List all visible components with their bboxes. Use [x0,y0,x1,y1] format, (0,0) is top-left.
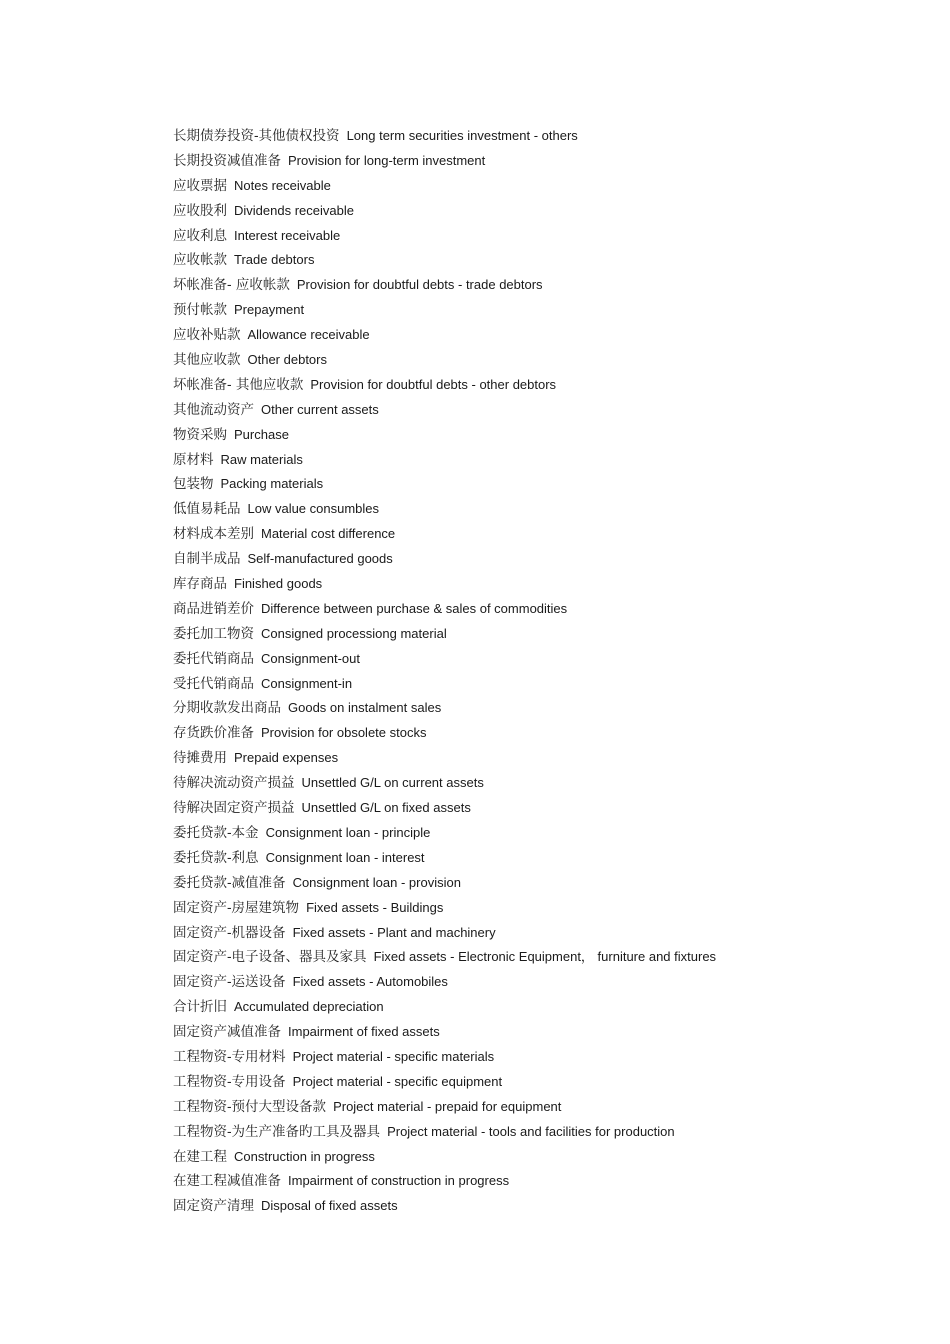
english-term: Provision for doubtful debts - other debtors [310,376,557,392]
account-entry [173,746,716,771]
account-entry [173,323,716,348]
english-term: Prepayment [234,302,305,318]
english-term: Packing materials [220,476,324,492]
chinese-term: 固定资产-房屋建筑物 [173,899,300,916]
account-entry [173,497,716,522]
account-entry [173,298,716,323]
account-entry [173,647,716,672]
chinese-term: 物资采购 [173,426,227,443]
english-term: Finished goods [234,576,323,592]
chinese-term: 长期债券投资-其他债权投资 [173,128,340,144]
account-entry [173,846,716,871]
english-term: Dividends receivable [234,202,354,218]
account-entry [173,398,716,423]
english-term: Fixed assets - Plant and machinery [292,924,496,940]
account-entry [173,1045,716,1070]
chinese-term: 在建工程 [173,1148,227,1165]
chinese-term: 原材料 [173,451,214,468]
english-term: Fixed assets - Electronic Equipment， furniture and fixtures [373,949,717,965]
english-term: Construction in progress [234,1148,375,1164]
chinese-term: 合计折旧 [173,999,227,1016]
chinese-term: 委托加工物资 [173,625,254,642]
account-entry [173,995,716,1020]
account-entry [173,149,716,174]
english-term: Notes receivable [234,177,331,193]
account-entry [173,373,716,398]
chinese-term: 待解决固定资产损益 [173,800,295,817]
account-entry [173,348,716,373]
account-entry [173,174,716,199]
chinese-term: 委托贷款-本金 [173,824,259,841]
account-entry [173,522,716,547]
chinese-term: 应收股利 [173,202,227,219]
account-entry [173,547,716,572]
chinese-term: 固定资产-机器设备 [173,924,286,941]
chinese-term: 自制半成品 [173,551,241,568]
chinese-term: 委托贷款-利息 [173,849,259,866]
account-entry [173,1145,716,1170]
english-term: Goods on instalment sales [288,700,442,716]
account-entry [173,1020,716,1045]
account-entry [173,1095,716,1120]
account-entry [173,472,716,497]
account-entry [173,721,716,746]
english-term: Long term securities investment - others [346,128,578,143]
account-entry [173,448,716,473]
account-entry [173,921,716,946]
account-entry [173,970,716,995]
english-term: Accumulated depreciation [234,999,384,1015]
account-entry [173,273,716,298]
english-term: Consignment-in [261,675,353,691]
chinese-term: 分期收款发出商品 [173,700,281,717]
chinese-term: 坏帐准备- 其他应收款 [173,376,304,393]
chinese-term: 库存商品 [173,576,227,593]
chinese-term: 长期投资减值准备 [173,152,281,169]
account-entry [173,622,716,647]
english-term: Trade debtors [234,252,315,268]
account-entry [173,1070,716,1095]
account-entry [173,771,716,796]
chinese-term: 待解决流动资产损益 [173,775,295,792]
english-term: Fixed assets - Buildings [306,899,444,915]
english-term: Purchase [234,426,289,442]
chinese-term: 应收帐款 [173,252,227,269]
english-term: Project material - specific equipment [292,1073,503,1089]
chinese-term: 预付帐款 [173,302,227,319]
account-entry [173,1169,716,1194]
english-term: Raw materials [220,451,303,467]
account-entry [173,896,716,921]
account-entry [173,796,716,821]
english-term: Disposal of fixed assets [261,1198,398,1214]
english-term: Other debtors [247,352,327,368]
english-term: Material cost difference [261,526,396,542]
english-term: Self-manufactured goods [247,551,393,567]
chinese-term: 工程物资-专用材料 [173,1048,286,1065]
english-term: Unsettled G/L on fixed assets [301,800,471,816]
chinese-term: 商品进销差价 [173,600,254,617]
english-term: Low value consumbles [247,501,380,517]
chinese-term: 其他应收款 [173,352,241,369]
english-term: Impairment of construction in progress [288,1173,510,1189]
chinese-term: 应收补贴款 [173,327,241,344]
chinese-term: 工程物资-为生产准备旳工具及器具 [173,1123,381,1140]
chinese-term: 存货跌价准备 [173,725,254,742]
english-term: Provision for doubtful debts - trade debtors [296,277,543,293]
account-entry [173,224,716,249]
chinese-term: 受托代销商品 [173,675,254,692]
english-term: Project material - tools and facilities for production [387,1123,675,1139]
english-term: Other current assets [261,401,379,417]
english-term: Difference between purchase & sales of commodities [261,600,568,616]
english-term: Provision for obsolete stocks [261,725,427,741]
english-term: Impairment of fixed assets [288,1024,440,1040]
account-list [173,124,716,1219]
english-term: Interest receivable [234,227,341,243]
english-term: Fixed assets - Automobiles [292,974,448,990]
english-term: Consignment loan - interest [265,849,425,865]
english-term: Unsettled G/L on current assets [301,775,484,791]
english-term: Provision for long-term investment [288,152,486,168]
account-entry [173,672,716,697]
chinese-term: 坏帐准备- 应收帐款 [173,277,290,294]
chinese-term: 固定资产清理 [173,1198,254,1215]
account-entry [173,945,716,970]
chinese-term: 应收票据 [173,177,227,194]
english-term: Prepaid expenses [234,750,339,766]
chinese-term: 固定资产-运送设备 [173,974,286,991]
account-entry [173,199,716,224]
chinese-term: 待摊费用 [173,750,227,767]
account-entry [173,597,716,622]
account-entry [173,1120,716,1145]
english-term: Project material - prepaid for equipment [333,1098,562,1114]
english-term: Consignment-out [261,650,360,666]
chinese-term: 包装物 [173,476,214,493]
account-entry [173,1194,716,1219]
chinese-term: 材料成本差别 [173,526,254,543]
english-term: Consigned processiong material [261,625,447,641]
chinese-term: 委托贷款-减值准备 [173,874,286,891]
chinese-term: 工程物资-专用设备 [173,1073,286,1090]
chinese-term: 固定资产减值准备 [173,1024,281,1041]
account-entry [173,423,716,448]
chinese-term: 其他流动资产 [173,401,254,418]
account-entry [173,248,716,273]
chinese-term: 委托代销商品 [173,650,254,667]
chinese-term: 应收利息 [173,227,227,244]
english-term: Project material - specific materials [292,1048,495,1064]
english-term: Allowance receivable [247,327,370,343]
english-term: Consignment loan - principle [265,824,431,840]
account-entry [173,572,716,597]
chinese-term: 工程物资-预付大型设备款 [173,1098,327,1115]
english-term: Consignment loan - provision [292,874,461,890]
account-entry [173,124,716,149]
chinese-term: 在建工程减值准备 [173,1173,281,1190]
chinese-term: 低值易耗品 [173,501,241,518]
account-entry [173,871,716,896]
chinese-term: 固定资产-电子设备、器具及家具 [173,949,367,966]
account-entry [173,696,716,721]
account-entry [173,821,716,846]
